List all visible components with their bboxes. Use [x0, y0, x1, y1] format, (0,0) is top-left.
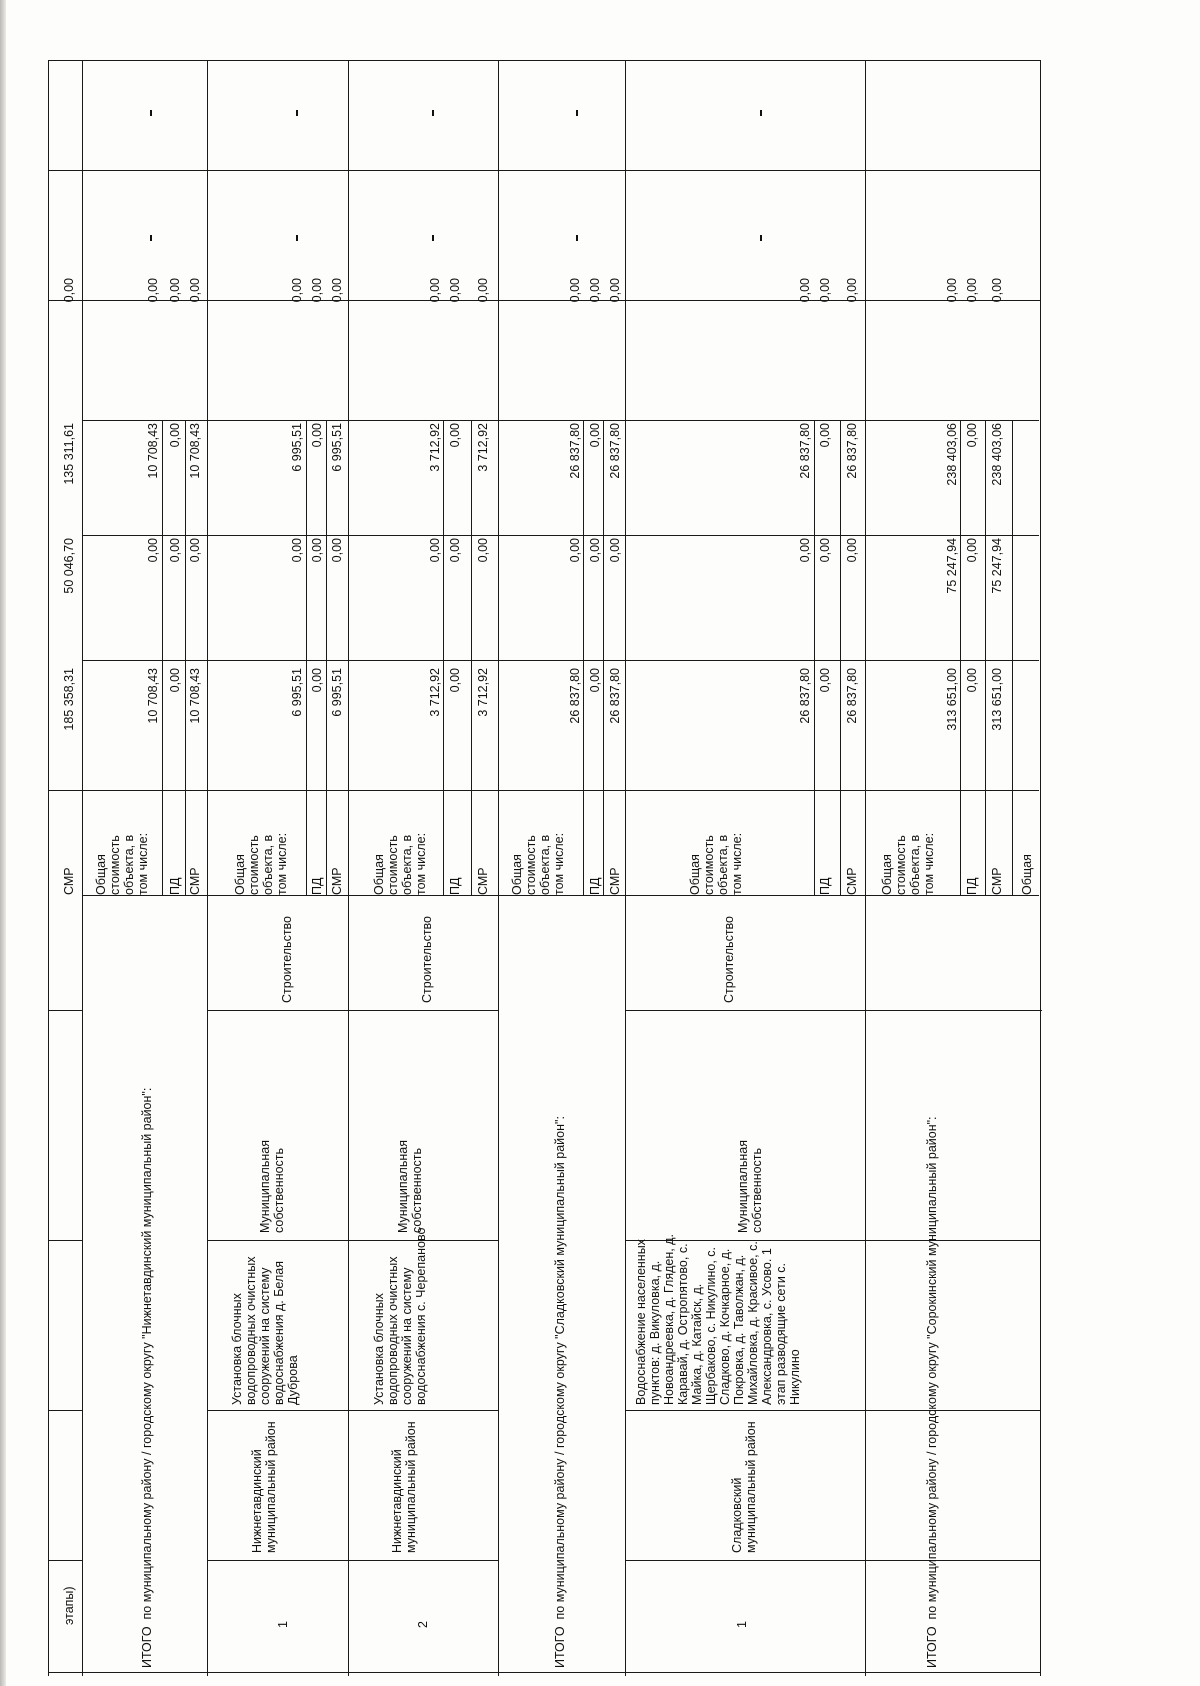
value-cell: 0,00 [168, 538, 182, 563]
value-column-separator [82, 420, 1039, 421]
ownership-type: Муниципальная собственность [396, 1140, 424, 1233]
value-cell: 0,00 [188, 538, 202, 563]
value-cell: 0,00 [588, 423, 602, 448]
value-cell: 75 247,94 [945, 538, 959, 594]
value-cell: 0,00 [845, 278, 859, 303]
band-border-3 [348, 60, 349, 1676]
dash-mark [432, 110, 434, 116]
section-total-label: ИТОГО по муниципальному району / городскому округу "Сладковский муниципальный район": [553, 1116, 567, 1668]
district-name: Нижнетавдинский муниципальный район [250, 1421, 278, 1553]
value-cell: 0,00 [168, 668, 182, 693]
dash-mark [576, 235, 578, 241]
sub-row-separator [185, 420, 186, 896]
sub-row-separator [162, 420, 163, 896]
value-cell: 185 358,31 [62, 668, 76, 731]
district-name: Сладковский муниципальный район [730, 1421, 758, 1553]
value-cell: 0,00 [588, 538, 602, 563]
row-label-smr: СМР [845, 867, 859, 895]
col-work-type [348, 1010, 498, 1011]
row-label-pd: ПД [168, 877, 182, 895]
value-cell: 0,00 [146, 278, 160, 303]
value-cell: 0,00 [818, 278, 832, 303]
col-district [625, 1560, 865, 1561]
total-cost-label: Общая стоимость объекта, в том числе: [94, 832, 150, 895]
value-cell: 0,00 [448, 538, 462, 563]
col-district [207, 1560, 348, 1561]
value-cell: 0,00 [818, 538, 832, 563]
value-cell: 0,00 [330, 538, 344, 563]
col-district [348, 1560, 498, 1561]
label-column-separator [82, 895, 1039, 896]
value-cell: 3 712,92 [428, 423, 442, 472]
bottom-strip-line [865, 1010, 1042, 1011]
total-cost-label: Общая стоимость объекта, в том числе: [688, 832, 744, 895]
value-cell: 0,00 [168, 423, 182, 448]
value-cell: 0,00 [188, 278, 202, 303]
band-border-5 [625, 60, 626, 1676]
value-cell: 0,00 [798, 538, 812, 563]
value-cell: 0,00 [290, 538, 304, 563]
sub-row-separator [1012, 420, 1013, 896]
top-strip-line [48, 1240, 82, 1241]
value-cell: 3 712,92 [476, 423, 490, 472]
district-name: Нижнетавдинский муниципальный район [390, 1421, 418, 1553]
value-cell: 0,00 [798, 278, 812, 303]
value-cell: 0,00 [588, 278, 602, 303]
value-cell: 0,00 [330, 278, 344, 303]
sep [48, 790, 82, 791]
value-cell: 10 708,43 [188, 423, 202, 479]
work-type: Строительство [280, 916, 294, 1003]
col-object [207, 1410, 348, 1411]
bottom-strip-line [865, 1410, 1040, 1411]
value-cell: 0,00 [845, 538, 859, 563]
value-cell: 0,00 [945, 278, 959, 303]
table-border-bottom [48, 1672, 1040, 1673]
value-cell: 6 995,51 [290, 423, 304, 472]
value-cell: 0,00 [448, 278, 462, 303]
object-name: Установка блочных водопроводных очистных сооружений на систему водоснабжения д. Белая Дуброва [230, 1256, 300, 1405]
total-cost-label: Общая стоимость объекта, в том числе: [372, 832, 428, 895]
value-cell: 3 712,92 [476, 668, 490, 717]
value-cell: 6 995,51 [330, 668, 344, 717]
col-object [625, 1410, 865, 1411]
row-label-smr: СМР [608, 867, 622, 895]
col-object [348, 1410, 498, 1411]
value-cell: 10 708,43 [188, 668, 202, 724]
row-label-pd: ПД [965, 877, 979, 895]
bottom-strip-line [865, 1560, 1040, 1561]
sub-row-separator [985, 420, 986, 896]
row-label-smr: СМР [62, 867, 76, 895]
band-border-7 [1040, 60, 1041, 1676]
value-column-separator [82, 660, 1039, 661]
value-cell: 0,00 [428, 538, 442, 563]
value-cell: 26 837,80 [568, 423, 582, 479]
dash-mark [432, 235, 434, 241]
value-cell: 26 837,80 [845, 423, 859, 479]
total-cost-label: Общая стоимость объекта, в том числе: [880, 832, 936, 895]
value-cell: 0,00 [965, 538, 979, 563]
value-cell: 75 247,94 [990, 538, 1004, 594]
row-number: 1 [276, 1621, 290, 1628]
total-cost-label-cut: Общая [1020, 854, 1034, 895]
col-work-type [207, 1010, 348, 1011]
value-cell: 0,00 [448, 668, 462, 693]
total-cost-label: Общая стоимость объекта, в том числе: [233, 832, 289, 895]
value-cell: 10 708,43 [146, 423, 160, 479]
row-number: 2 [416, 1621, 430, 1628]
value-cell: 0,00 [448, 423, 462, 448]
top-strip-line [48, 1010, 82, 1011]
sub-row-separator [82, 420, 83, 896]
row-number: 1 [735, 1621, 749, 1628]
value-cell: 26 837,80 [608, 423, 622, 479]
value-cell: 0,00 [168, 278, 182, 303]
value-cell: 0,00 [965, 278, 979, 303]
value-column-separator [82, 535, 1039, 536]
ownership-type: Муниципальная собственность [736, 1140, 764, 1233]
value-column-separator [82, 790, 1039, 791]
work-type: Строительство [420, 916, 434, 1003]
value-cell: 0,00 [818, 668, 832, 693]
value-cell: 0,00 [310, 423, 324, 448]
band-border-6 [865, 60, 866, 1676]
row-label-pd: ПД [588, 877, 602, 895]
value-cell: 6 995,51 [330, 423, 344, 472]
value-cell: 238 403,06 [945, 423, 959, 486]
value-cell: 0,00 [990, 278, 1004, 303]
value-cell: 0,00 [568, 538, 582, 563]
work-type: Строительство [722, 916, 736, 1003]
value-cell: 0,00 [588, 668, 602, 693]
value-cell: 135 311,61 [62, 423, 76, 485]
band-border-2 [207, 60, 208, 1676]
value-cell: 26 837,80 [798, 423, 812, 479]
value-cell: 26 837,80 [845, 668, 859, 724]
value-cell: 26 837,80 [608, 668, 622, 724]
total-cost-label: Общая стоимость объекта, в том числе: [510, 832, 566, 895]
row-label-pd: ПД [310, 877, 324, 895]
band-border-4 [498, 60, 499, 1676]
value-cell: 313 651,00 [990, 668, 1004, 731]
ownership-type: Муниципальная собственность [258, 1140, 286, 1233]
value-cell: 313 651,00 [945, 668, 959, 731]
row-label-pd: ПД [448, 877, 462, 895]
top-strip-line [48, 1410, 82, 1411]
row-label-smr: СМР [330, 867, 344, 895]
value-cell: 0,00 [62, 278, 76, 303]
top-strip-line [48, 1560, 82, 1561]
value-cell: 26 837,80 [798, 668, 812, 724]
dash-mark [150, 110, 152, 116]
value-cell: 238 403,06 [990, 423, 1004, 486]
value-cell: 0,00 [428, 278, 442, 303]
value-cell: 0,00 [310, 668, 324, 693]
value-cell: 3 712,92 [428, 668, 442, 717]
sub-row-separator [603, 420, 604, 896]
value-cell: 0,00 [608, 278, 622, 303]
value-cell: 0,00 [476, 278, 490, 303]
dash-mark [760, 235, 762, 241]
value-cell: 6 995,51 [290, 668, 304, 717]
col-ownership [207, 1240, 348, 1241]
scan-edge [0, 0, 6, 1686]
col-work-type [625, 1010, 865, 1011]
header-fragment: этапы) [62, 1586, 76, 1625]
value-cell: 26 837,80 [568, 668, 582, 724]
value-cell: 0,00 [310, 538, 324, 563]
value-cell: 0,00 [965, 423, 979, 448]
value-cell: 0,00 [146, 538, 160, 563]
dash-mark [296, 110, 298, 116]
row-label-pd: ПД [818, 877, 832, 895]
row-label-smr: СМР [476, 867, 490, 895]
row-label-smr: СМР [188, 867, 202, 895]
object-name: Водоснабжение населенных пунктов: д. Викуловка, д. Новоандреевка, д. Гляден, д. Каравай, д. Остропятово, с. Майка, д. Катайск, д. Щербаково, с. Никулино, с. Сладково, д. Кочкарное, д. Покровка, д. Таволжан, д. Михайловка, д. Красивое, с. Александровка, с. Усово. 1 этап разводящие сети с. Никулино [634, 1234, 802, 1405]
dash-mark [576, 110, 578, 116]
sub-row-separator [583, 420, 584, 896]
row-label-smr: СМР [990, 867, 1004, 895]
sub-row-separator [443, 420, 444, 896]
value-cell: 0,00 [310, 278, 324, 303]
value-cell: 0,00 [818, 423, 832, 448]
sub-row-separator [814, 420, 815, 896]
sub-row-separator [306, 420, 307, 896]
sub-row-separator [326, 420, 327, 896]
sub-row-separator [960, 420, 961, 896]
section-total-label: ИТОГО по муниципальному району / городскому округу "Нижнетавдинский муниципальный район": [140, 1087, 154, 1668]
object-name: Установка блочных водопроводных очистных сооружений на систему водоснабжения с. Черепаново [372, 1227, 428, 1405]
bottom-strip-line [865, 1240, 1040, 1241]
dash-mark [760, 110, 762, 116]
value-cell: 0,00 [476, 538, 490, 563]
table-border-top [48, 60, 1040, 61]
value-cell: 0,00 [608, 538, 622, 563]
value-cell: 0,00 [568, 278, 582, 303]
dash-mark [296, 235, 298, 241]
sub-row-separator [471, 420, 472, 896]
band-border-0 [48, 60, 49, 1676]
extra-column-separator [48, 170, 1040, 171]
value-cell: 0,00 [965, 668, 979, 693]
dash-mark [150, 235, 152, 241]
value-cell: 10 708,43 [146, 668, 160, 724]
value-cell: 0,00 [290, 278, 304, 303]
sub-row-separator [840, 420, 841, 896]
value-cell: 50 046,70 [62, 538, 76, 594]
section-total-label: ИТОГО по муниципальному району / городскому округу "Сорокинский муниципальный район": [925, 1116, 939, 1668]
